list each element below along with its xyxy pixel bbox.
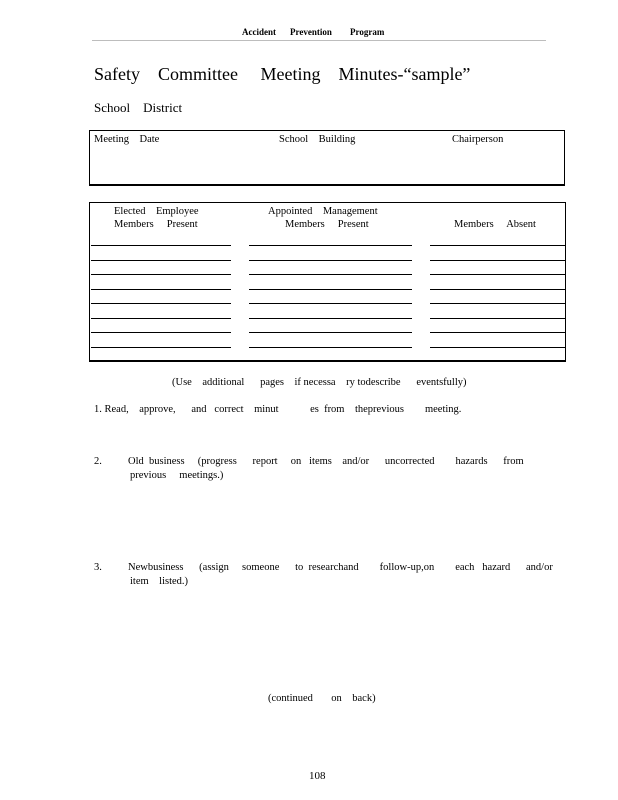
- members-absent-header: Members Absent: [454, 219, 536, 230]
- school-district-label: School District: [94, 100, 183, 115]
- header-rule: [92, 40, 546, 41]
- item-2-text-line2: previous meetings.): [130, 470, 224, 481]
- attendance-line: [430, 260, 566, 261]
- meeting-info-box: [89, 130, 565, 186]
- attendance-line: [91, 303, 231, 304]
- header-word-program: Program: [350, 27, 385, 37]
- header-word-prevention: Prevention: [290, 27, 332, 37]
- attendance-line: [249, 260, 412, 261]
- school-building-label: School Building: [279, 134, 356, 145]
- attendance-line: [249, 245, 412, 246]
- header-word-accident: Accident: [242, 27, 276, 37]
- attendance-line: [430, 245, 566, 246]
- attendance-line: [91, 289, 231, 290]
- item-1-text: 1. Read, approve, and correct minut es from theprevious meeting.: [94, 404, 462, 415]
- attendance-line: [249, 289, 412, 290]
- item-2-text-line1: Old business (progress report on items and/or uncorrected hazards from: [128, 456, 524, 467]
- attendance-line: [91, 318, 231, 319]
- item-2-number: 2.: [94, 456, 102, 467]
- attendance-line: [91, 260, 231, 261]
- chairperson-label: Chairperson: [452, 134, 504, 145]
- additional-pages-note: (Use additional pages if necessa ry todescribe eventsfully): [172, 377, 467, 388]
- attendance-line: [430, 274, 566, 275]
- attendance-line: [430, 318, 566, 319]
- attendance-line: [91, 245, 231, 246]
- attendance-box: [89, 202, 566, 362]
- attendance-line: [249, 274, 412, 275]
- elected-employee-header-line2: Members Present: [114, 219, 198, 230]
- attendance-line: [249, 347, 412, 348]
- continued-on-back: (continued on back): [268, 693, 376, 704]
- appointed-management-header-line2: Members Present: [285, 219, 369, 230]
- attendance-line: [91, 332, 231, 333]
- item-3-text-line2: item listed.): [130, 576, 189, 587]
- attendance-line: [430, 303, 566, 304]
- page-title: Safety Committee Meeting Minutes-“sample”: [94, 64, 471, 84]
- item-3-number: 3.: [94, 562, 102, 573]
- meeting-date-label: Meeting Date: [94, 134, 160, 145]
- attendance-line: [249, 303, 412, 304]
- attendance-line: [91, 274, 231, 275]
- attendance-line: [249, 318, 412, 319]
- attendance-line: [430, 347, 566, 348]
- attendance-line: [430, 332, 566, 333]
- attendance-line: [430, 289, 566, 290]
- elected-employee-header-line1: Elected Employee: [114, 206, 199, 217]
- attendance-line: [249, 332, 412, 333]
- item-3-text-line1: Newbusiness (assign someone to researchand follow-up,on each hazard and/or: [128, 562, 553, 573]
- appointed-management-header-line1: Appointed Management: [268, 206, 378, 217]
- page-number: 108: [309, 770, 326, 782]
- attendance-line: [91, 347, 231, 348]
